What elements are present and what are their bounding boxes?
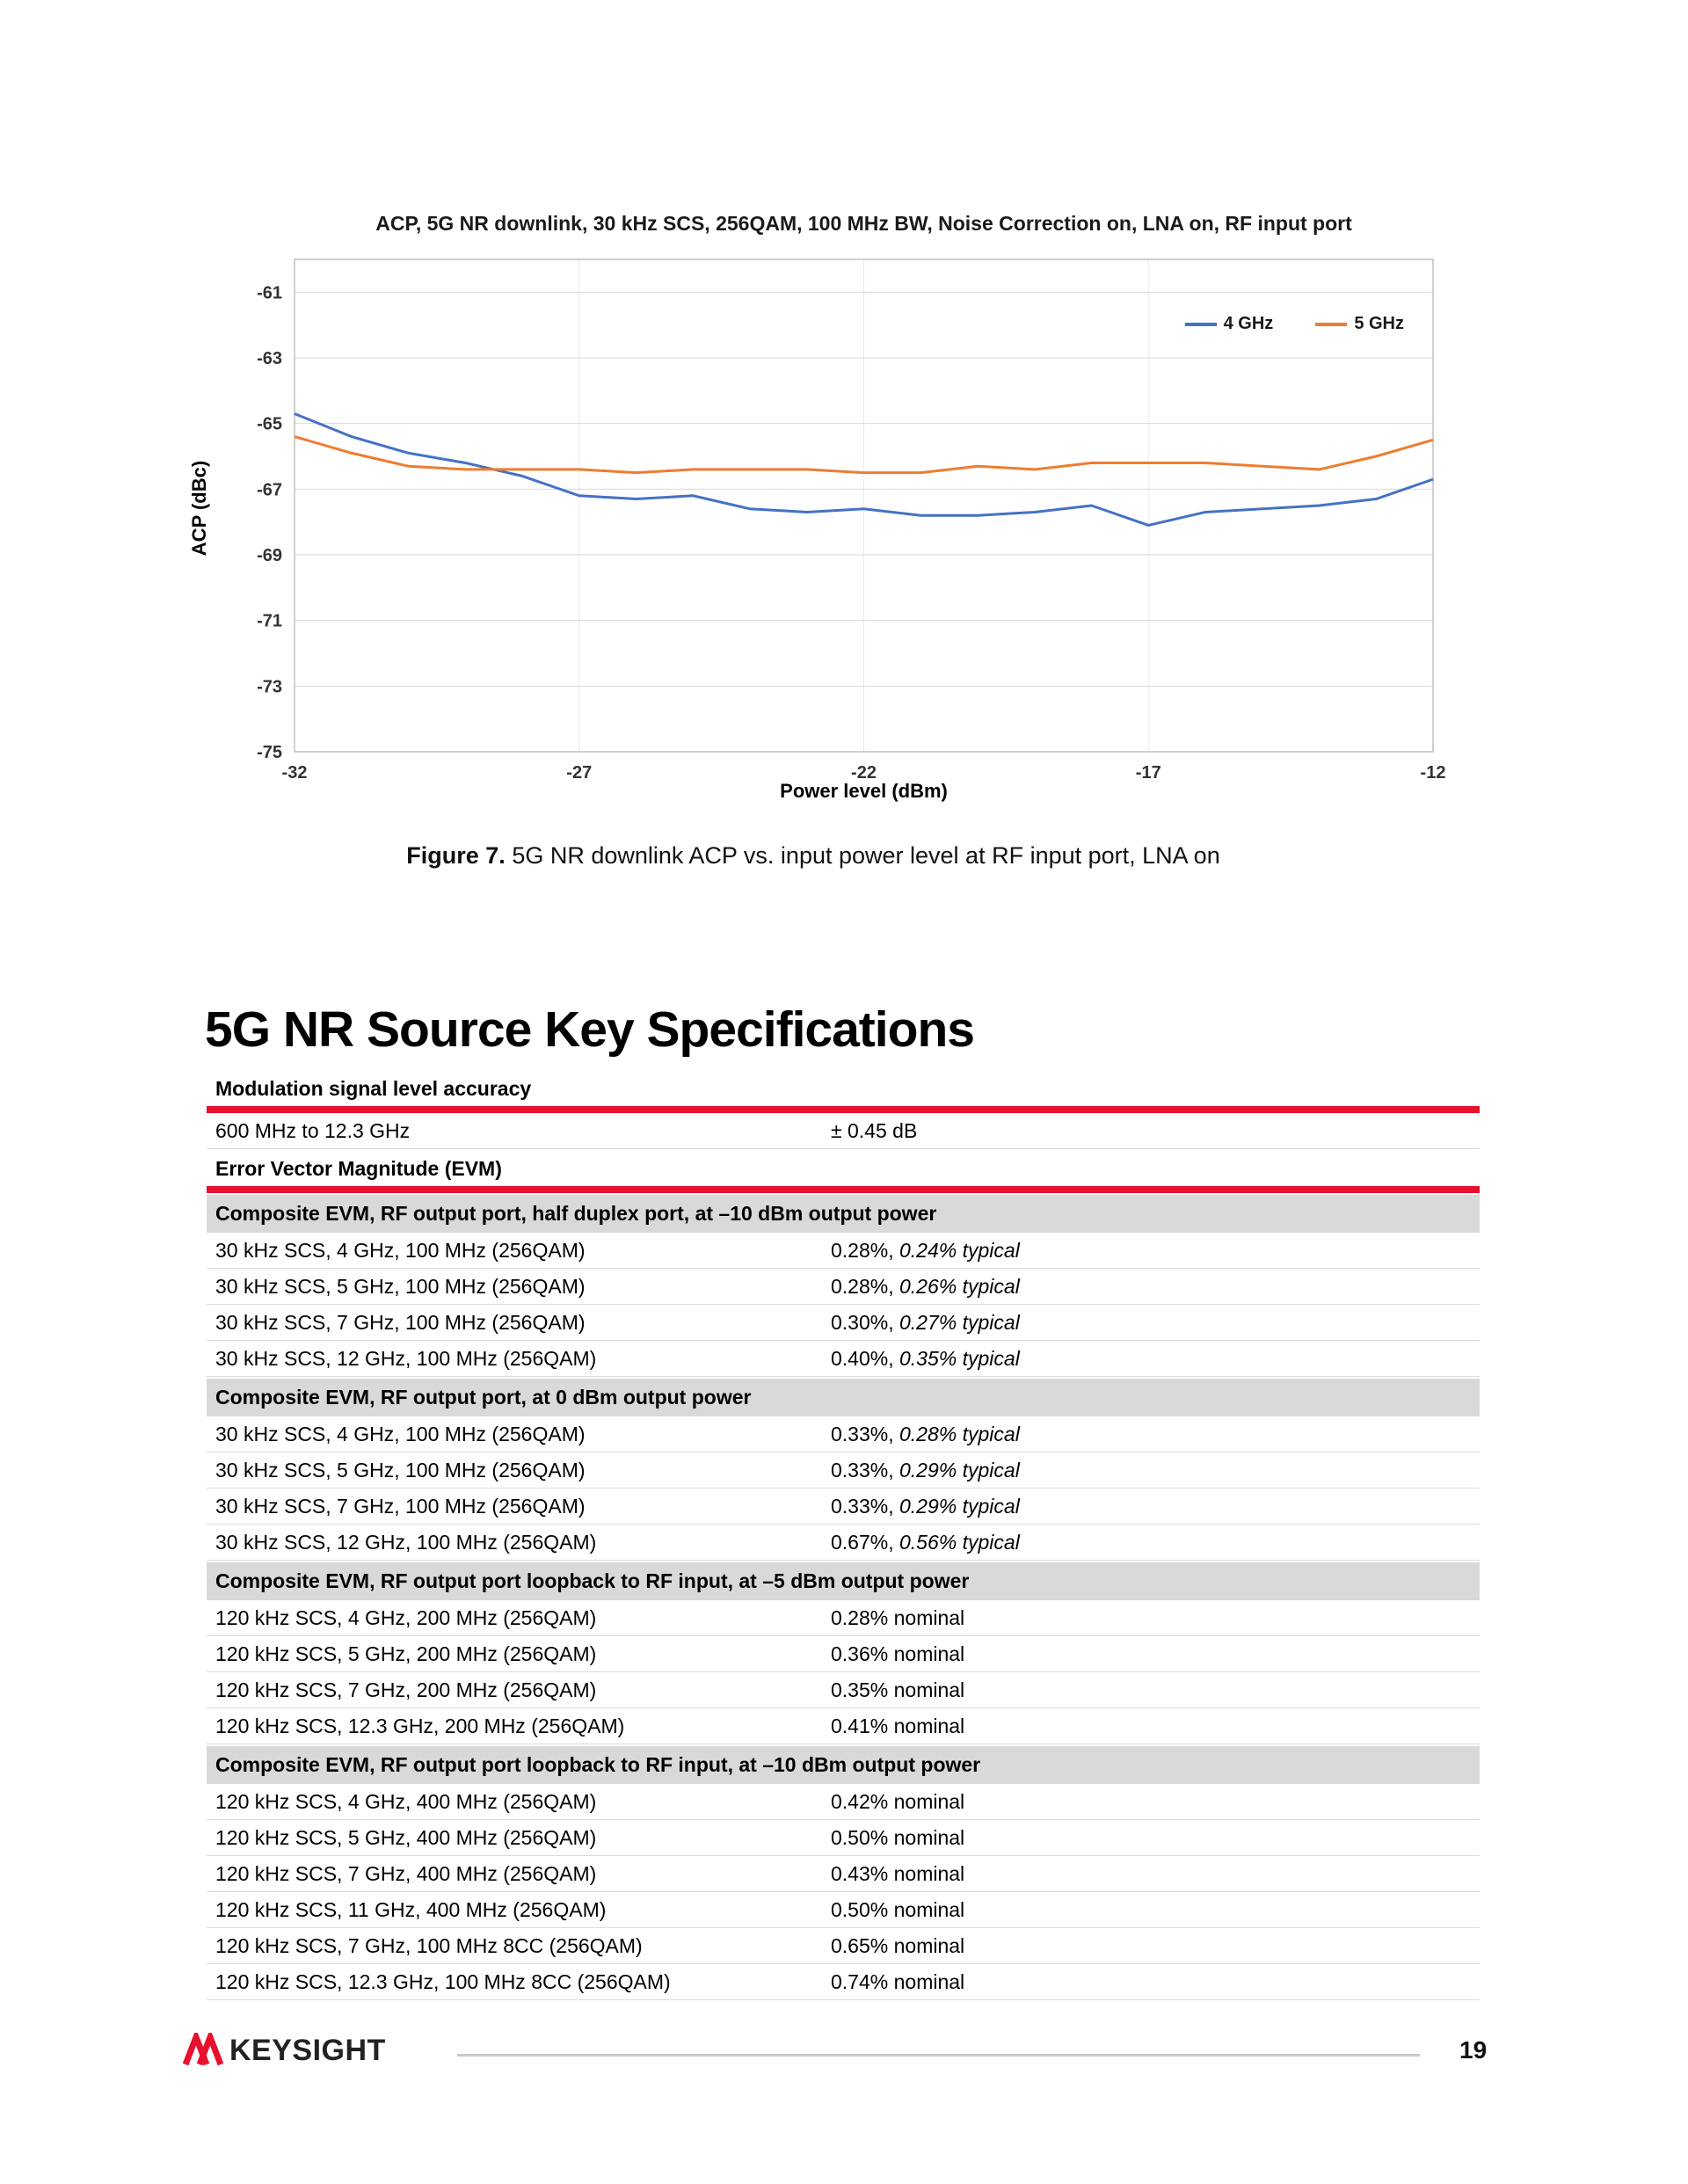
spec-label: 120 kHz SCS, 5 GHz, 400 MHz (256QAM) — [215, 1826, 597, 1849]
spec-label: 30 kHz SCS, 5 GHz, 100 MHz (256QAM) — [215, 1275, 586, 1298]
spec-value: 0.40%, 0.35% typical — [831, 1347, 1020, 1370]
y-tick-label: -63 — [257, 349, 282, 368]
spec-row — [207, 1233, 1480, 1269]
x-tick-label: -12 — [1420, 763, 1446, 783]
y-tick-label: -73 — [257, 677, 282, 697]
spec-label: 30 kHz SCS, 4 GHz, 100 MHz (256QAM) — [215, 1239, 586, 1262]
spec-label: 120 kHz SCS, 5 GHz, 200 MHz (256QAM) — [215, 1642, 597, 1665]
spec-row — [207, 1928, 1480, 1964]
y-tick-label: -69 — [257, 546, 282, 565]
spec-value: 0.43% nominal — [831, 1862, 965, 1885]
legend-label-5ghz: 5 GHz — [1354, 314, 1404, 333]
footer-divider — [457, 2054, 1420, 2057]
spec-value: 0.33%, 0.29% typical — [831, 1495, 1020, 1518]
spec-label: 120 kHz SCS, 7 GHz, 400 MHz (256QAM) — [215, 1862, 597, 1885]
spec-value: 0.33%, 0.28% typical — [831, 1423, 1020, 1445]
keysight-spark-icon — [183, 2033, 223, 2068]
spec-value: 0.28% nominal — [831, 1606, 965, 1629]
spec-row — [207, 1856, 1480, 1892]
y-tick-label: -75 — [257, 743, 282, 762]
spec-label: 120 kHz SCS, 11 GHz, 400 MHz (256QAM) — [215, 1898, 607, 1921]
spec-value: 0.33%, 0.29% typical — [831, 1459, 1020, 1481]
y-tick-label: -67 — [257, 480, 282, 500]
spec-label: 30 kHz SCS, 12 GHz, 100 MHz (256QAM) — [215, 1347, 597, 1370]
legend-label-4ghz: 4 GHz — [1223, 314, 1274, 333]
figure-caption-text: 5G NR downlink ACP vs. input power level at RF input port, LNA on — [505, 842, 1220, 869]
spec-value: 0.50% nominal — [831, 1826, 965, 1849]
chart-title: ACP, 5G NR downlink, 30 kHz SCS, 256QAM, 100 MHz BW, Noise Correction on, LNA on, RF input port — [375, 212, 1352, 235]
table-group-header: Modulation signal level accuracy — [207, 1069, 1480, 1113]
spec-row — [207, 1452, 1480, 1489]
y-tick-label: -61 — [257, 283, 282, 303]
keysight-logo — [183, 2033, 386, 2068]
spec-row — [207, 1600, 1480, 1636]
chart-x-axis-label: Power level (dBm) — [780, 780, 948, 802]
spec-label: 30 kHz SCS, 12 GHz, 100 MHz (256QAM) — [215, 1531, 597, 1554]
spec-label: 120 kHz SCS, 12.3 GHz, 100 MHz 8CC (256QAM) — [215, 1970, 671, 1993]
legend-item-4ghz — [1185, 314, 1274, 334]
legend-item-5ghz — [1315, 314, 1404, 334]
x-tick-label: -22 — [851, 763, 877, 783]
spec-row — [207, 1416, 1480, 1452]
spec-row — [207, 1525, 1480, 1561]
spec-label: 120 kHz SCS, 7 GHz, 100 MHz 8CC (256QAM) — [215, 1934, 643, 1957]
spec-value: 0.28%, 0.26% typical — [831, 1275, 1020, 1298]
spec-row — [207, 1672, 1480, 1708]
spec-row — [207, 1820, 1480, 1856]
page-number: 19 — [1459, 2036, 1488, 2064]
spec-value: 0.36% nominal — [831, 1642, 965, 1665]
page-title: 5G NR Source Key Specifications — [205, 1001, 974, 1059]
spec-value: 0.74% nominal — [831, 1970, 965, 1993]
legend-line-swatch-4ghz — [1185, 323, 1217, 326]
legend-line-swatch-5ghz — [1315, 323, 1347, 326]
spec-row — [207, 1341, 1480, 1377]
x-tick-label: -17 — [1135, 763, 1161, 783]
spec-value: 0.41% nominal — [831, 1714, 965, 1737]
spec-label: 120 kHz SCS, 4 GHz, 200 MHz (256QAM) — [215, 1606, 597, 1629]
spec-row — [207, 1964, 1480, 2000]
spec-value: 0.35% nominal — [831, 1678, 965, 1701]
spec-value: 0.65% nominal — [831, 1934, 965, 1957]
spec-row — [207, 1305, 1480, 1341]
x-tick-label: -27 — [566, 763, 593, 783]
spec-row — [207, 1636, 1480, 1672]
figure-caption-label: Figure 7. — [406, 842, 506, 869]
spec-label: 30 kHz SCS, 7 GHz, 100 MHz (256QAM) — [215, 1495, 586, 1518]
spec-row — [207, 1269, 1480, 1305]
figure-caption — [180, 842, 1446, 870]
spec-row — [207, 1489, 1480, 1525]
spec-row — [207, 1784, 1480, 1820]
chart-legend — [1185, 314, 1404, 334]
table-section-header: Composite EVM, RF output port loopback to RF input, at –5 dBm output power — [207, 1562, 1480, 1600]
spec-value: 0.42% nominal — [831, 1790, 965, 1813]
acp-chart — [180, 207, 1446, 857]
spec-row — [207, 1892, 1480, 1928]
spec-value: 0.50% nominal — [831, 1898, 965, 1921]
table-group-header: Error Vector Magnitude (EVM) — [207, 1149, 1480, 1193]
table-section-header: Composite EVM, RF output port, half duplex port, at –10 dBm output power — [207, 1195, 1480, 1233]
spec-label: 120 kHz SCS, 4 GHz, 400 MHz (256QAM) — [215, 1790, 597, 1813]
spec-value: 0.28%, 0.24% typical — [831, 1239, 1020, 1262]
x-tick-label: -32 — [281, 763, 308, 783]
spec-label: 30 kHz SCS, 7 GHz, 100 MHz (256QAM) — [215, 1311, 586, 1334]
table-section-header: Composite EVM, RF output port loopback to RF input, at –10 dBm output power — [207, 1746, 1480, 1784]
spec-value: ± 0.45 dB — [831, 1119, 918, 1142]
y-tick-label: -65 — [257, 414, 282, 434]
table-section-header: Composite EVM, RF output port, at 0 dBm output power — [207, 1379, 1480, 1416]
y-tick-label: -71 — [257, 611, 282, 631]
spec-label: 30 kHz SCS, 5 GHz, 100 MHz (256QAM) — [215, 1459, 586, 1481]
chart-y-axis-label: ACP (dBc) — [188, 460, 210, 557]
spec-value: 0.67%, 0.56% typical — [831, 1531, 1020, 1554]
spec-value: 0.30%, 0.27% typical — [831, 1311, 1020, 1334]
spec-label: 600 MHz to 12.3 GHz — [215, 1119, 411, 1142]
keysight-brand-text: KEYSIGHT — [229, 2033, 386, 2067]
spec-label: 30 kHz SCS, 4 GHz, 100 MHz (256QAM) — [215, 1423, 586, 1445]
spec-row — [207, 1113, 1480, 1149]
spec-label: 120 kHz SCS, 12.3 GHz, 200 MHz (256QAM) — [215, 1714, 625, 1737]
spec-label: 120 kHz SCS, 7 GHz, 200 MHz (256QAM) — [215, 1678, 597, 1701]
spec-row — [207, 1708, 1480, 1744]
spec-table — [207, 1069, 1480, 2000]
